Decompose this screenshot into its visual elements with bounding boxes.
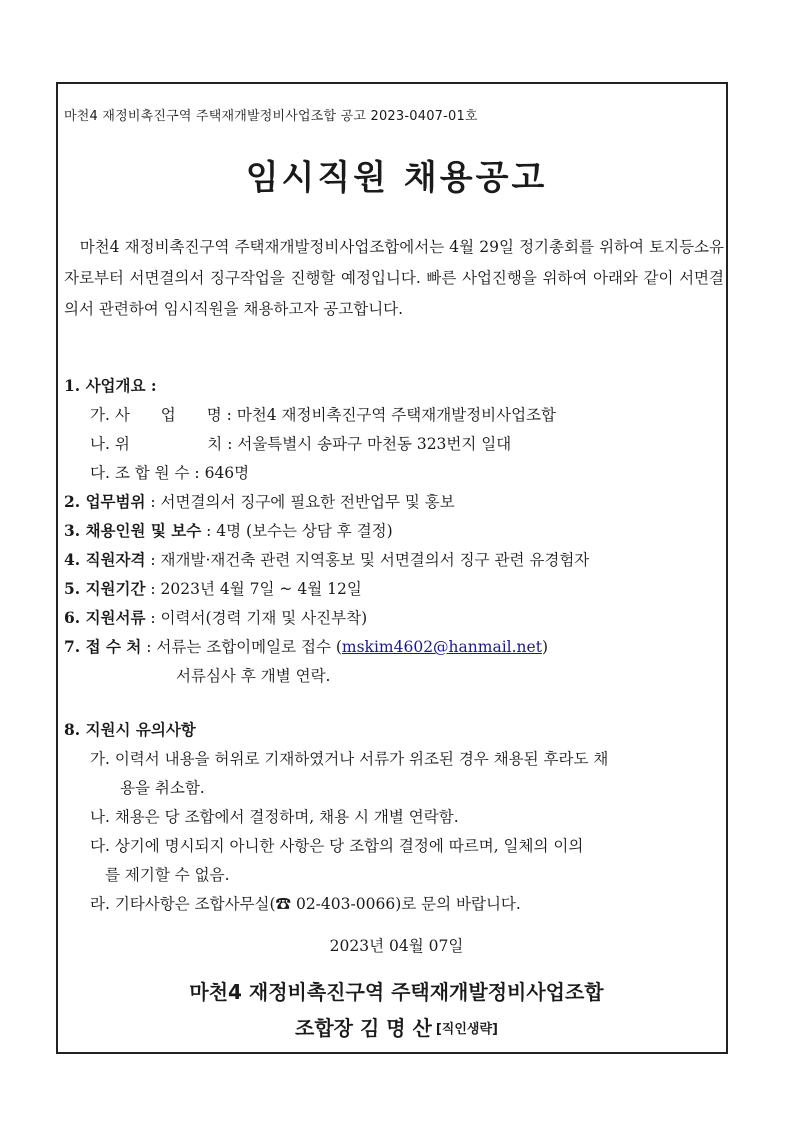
organization-name: 마천4 재정비촉진구역 주택재개발정비사업조합 — [189, 980, 604, 1004]
section-3: 3. 채용인원 및 보수 : 4명 (보수는 상담 후 결정) — [64, 521, 393, 540]
note-a-line1: 가. 이력서 내용을 허위로 기재하였거나 서류가 위조된 경우 채용된 후라도 채 — [90, 750, 609, 768]
section-1-label: 1. 사업개요 : — [64, 376, 157, 395]
section-4: 4. 직원자격 : 재개발·재건축 관련 지역홍보 및 서면결의서 징구 관련 유경험자 — [64, 550, 590, 569]
note-c-line2: 를 제기할 수 없음. — [105, 866, 230, 884]
section-5: 5. 지원기간 : 2023년 4월 7일 ~ 4월 12일 — [64, 579, 362, 598]
note-d: 라. 기타사항은 조합사무실(☎ 02-403-0066)로 문의 바랍니다. — [90, 895, 521, 913]
business-location: 나. 위 치 : 서울특별시 송파구 마천동 323번지 일대 — [90, 435, 512, 453]
representative: 조합장 김 명 산 [직인생략] — [295, 1016, 498, 1040]
seal-omitted: [직인생략] — [435, 1022, 498, 1037]
section-8-label: 8. 지원시 유의사항 — [64, 720, 196, 739]
section-7-note: 서류심사 후 개별 연락. — [176, 667, 331, 685]
notice-reference: 마천4 재정비촉진구역 주택재개발정비사업조합 공고 2023-0407-01호 — [64, 109, 478, 124]
email-link[interactable]: mskim4602@hanmail.net — [341, 638, 542, 656]
member-count: 다. 조 합 원 수 : 646명 — [90, 464, 250, 482]
section-2: 2. 업무범위 : 서면결의서 징구에 필요한 전반업무 및 홍보 — [64, 492, 455, 511]
note-c-line1: 다. 상기에 명시되지 아니한 사항은 당 조합의 결정에 따르며, 일체의 이의 — [90, 837, 584, 855]
section-6: 6. 지원서류 : 이력서(경력 기재 및 사진부착) — [64, 608, 368, 627]
business-name: 가. 사 업 명 : 마천4 재정비촉진구역 주택재개발정비사업조합 — [90, 406, 556, 424]
page-title: 임시직원 채용공고 — [245, 158, 548, 198]
notice-date: 2023년 04월 07일 — [329, 937, 464, 955]
section-7: 7. 접 수 처 : 서류는 조합이메일로 접수 (mskim4602@hanmail.net) — [64, 637, 548, 656]
note-a-line2: 용을 취소함. — [120, 779, 205, 797]
intro-paragraph: 마천4 재정비촉진구역 주택재개발정비사업조합에서는 4월 29일 정기총회를 위하여 토지등소유자로부터 서면결의서 징구작업을 진행할 예정입니다. 빠른 사업진행을 위하여 아래와 같이 서면결의서 관련하여 임시직원을 채용하고자 공고합니다. — [64, 238, 724, 318]
note-b: 나. 채용은 당 조합에서 결정하며, 채용 시 개별 연락함. — [90, 808, 459, 826]
